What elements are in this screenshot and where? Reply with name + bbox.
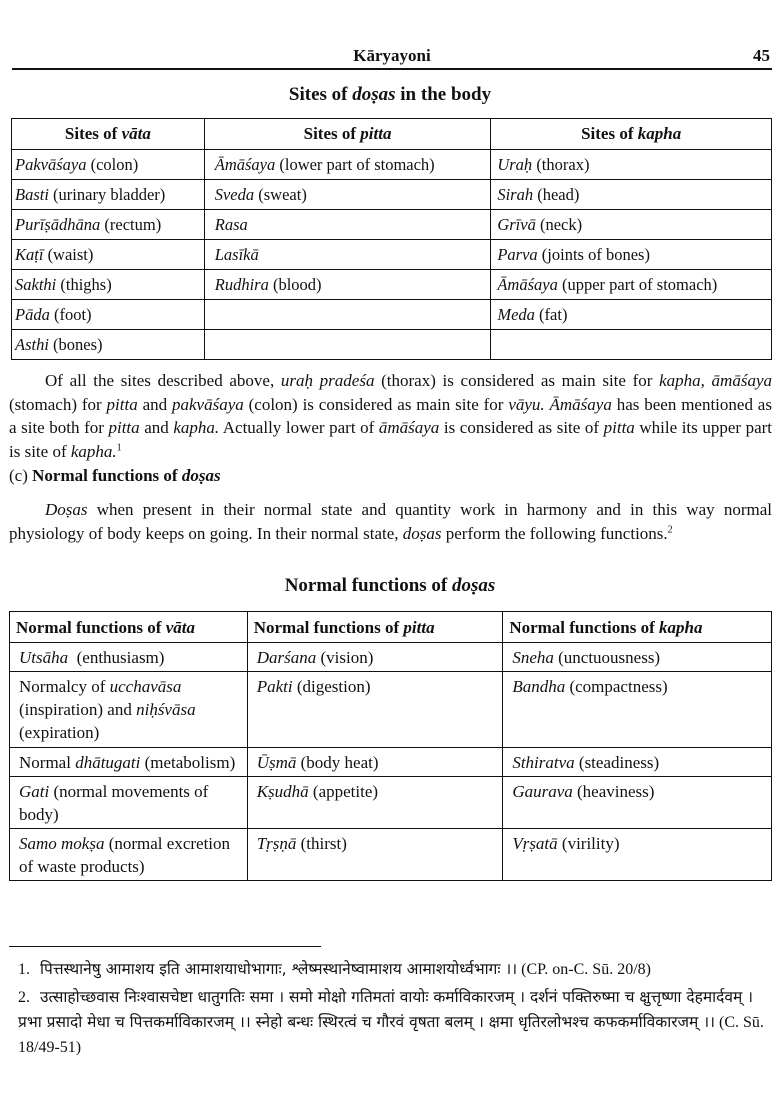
- header-pitta: Normal functions of pitta: [247, 612, 503, 643]
- cell: Asthi (bones): [12, 330, 205, 360]
- cell: Utsāha (enthusiasm): [10, 643, 248, 672]
- cell: Kṣudhā (appetite): [247, 777, 503, 829]
- cell: [204, 300, 491, 330]
- table-row: [12, 180, 772, 210]
- normal-functions-table: [9, 611, 772, 881]
- table-header-row: [10, 612, 772, 643]
- footnote-divider: [9, 946, 321, 947]
- cell: Pakvāśaya (colon): [12, 150, 205, 180]
- footnote-ref-2: 2: [667, 523, 673, 535]
- sites-of-dosas-table: [11, 118, 772, 360]
- cell: Gaurava (heaviness): [503, 777, 772, 829]
- table-header-row: [12, 119, 772, 150]
- running-header: [12, 44, 772, 70]
- cell: Vṛṣatā (virility): [503, 829, 772, 881]
- cell: Purīṣādhāna (rectum): [12, 210, 205, 240]
- cell: Grīvā (neck): [491, 210, 772, 240]
- page-number: 45: [753, 46, 770, 65]
- cell: Pāda (foot): [12, 300, 205, 330]
- cell: Bandha (compactness): [503, 672, 772, 748]
- cell: Rudhira (blood): [204, 270, 491, 300]
- table-row: [10, 643, 772, 672]
- header-vata: Normal functions of vāta: [10, 612, 248, 643]
- cell: Normalcy of ucchavāsa (inspiration) and niḥśvāsa (expiration): [10, 672, 248, 748]
- cell: Parva (joints of bones): [491, 240, 772, 270]
- paragraph-normal-state: Doṣas when present in their normal state and quantity work in harmony and in this way normal physiology of body keeps on going. In their normal state, doṣas perform the following functions.$^2$: [9, 500, 772, 543]
- footnote-ref-1: 1: [116, 441, 122, 453]
- cell: Darśana (vision): [247, 643, 503, 672]
- cell: Uraḥ (thorax): [491, 150, 772, 180]
- cell: Rasa: [204, 210, 491, 240]
- table-row: [12, 330, 772, 360]
- table2-caption: Normal functions of doṣas: [284, 575, 496, 596]
- table-row: [12, 240, 772, 270]
- cell: Sakthi (thighs): [12, 270, 205, 300]
- cell: Sthiratva (steadiness): [503, 748, 772, 777]
- cell: Basti (urinary bladder): [12, 180, 205, 210]
- cell: Sveda (sweat): [204, 180, 491, 210]
- footnote-2: 2. उत्साहोच्छवास निःश्वासचेष्टा धातुगतिः समा । समो मोक्षो गतिमतां वायोः कर्माविकारजम् । दर्शनं पक्तिरुष्मा च क्षुत्तृष्णा देहमार्दवम् । प्रभा प्रसादो मेधा च पित्तकर्माविकारजम् ।। स्नेहो बन्धः स्थिरत्वं च गौरवं वृषता बलम् । क्षमा धृतिरलोभश्च कफकर्माविकारजम् ।। (C. Sū. 18/49-51): [18, 988, 764, 1056]
- table-row: [10, 748, 772, 777]
- table-row: [12, 210, 772, 240]
- cell: [491, 330, 772, 360]
- table-row: [12, 270, 772, 300]
- cell: Tṛṣṇā (thirst): [247, 829, 503, 881]
- cell: Pakti (digestion): [247, 672, 503, 748]
- table-row: [10, 829, 772, 881]
- paragraph-main-sites: Of all the sites described above, uraḥ pradeśa (thorax) is considered as main site for kapha, āmāśaya (stomach) for pitta and pakvāśaya (colon) is considered as main site for vāyu. Āmāśaya has been mentioned as a site both for pitta and kapha. Actually lower part of āmāśaya is considered as site of pitta while its upper part is site of kapha.$^1$: [9, 371, 773, 461]
- header-kapha: Normal functions of kapha: [503, 612, 772, 643]
- cell: Gati (normal movements of body): [10, 777, 248, 829]
- header-kapha: Sites of kapha: [491, 119, 772, 150]
- cell: Āmāśaya (lower part of stomach): [204, 150, 491, 180]
- cell: Sirah (head): [491, 180, 772, 210]
- cell: Kaṭī (waist): [12, 240, 205, 270]
- cell: Meda (fat): [491, 300, 772, 330]
- cell: [204, 330, 491, 360]
- table1-caption: Sites of doṣas in the body: [288, 84, 492, 105]
- cell: Āmāśaya (upper part of stomach): [491, 270, 772, 300]
- footnote-1: 1. पित्तस्थानेषु आमाशय इति आमाशयाधोभागाः, श्लेष्मस्थानेष्वामाशय आमाशयोर्ध्वभागः ।। (CP. on-C. Sū. 20/8): [18, 960, 651, 978]
- header-pitta: Sites of pitta: [204, 119, 491, 150]
- table-row: [12, 150, 772, 180]
- table-row: [12, 300, 772, 330]
- cell: Normal dhātugati (metabolism): [10, 748, 248, 777]
- cell: Ūṣmā (body heat): [247, 748, 503, 777]
- table-row: [10, 672, 772, 748]
- chapter-title: Kāryayoni: [353, 46, 431, 65]
- cell: Sneha (unctuousness): [503, 643, 772, 672]
- table-row: [10, 777, 772, 829]
- cell: Lasīkā: [204, 240, 491, 270]
- cell: Samo mokṣa (normal excretion of waste products): [10, 829, 248, 881]
- section-heading: (c) Normal functions of doṣas: [9, 466, 221, 485]
- header-vata: Sites of vāta: [12, 119, 205, 150]
